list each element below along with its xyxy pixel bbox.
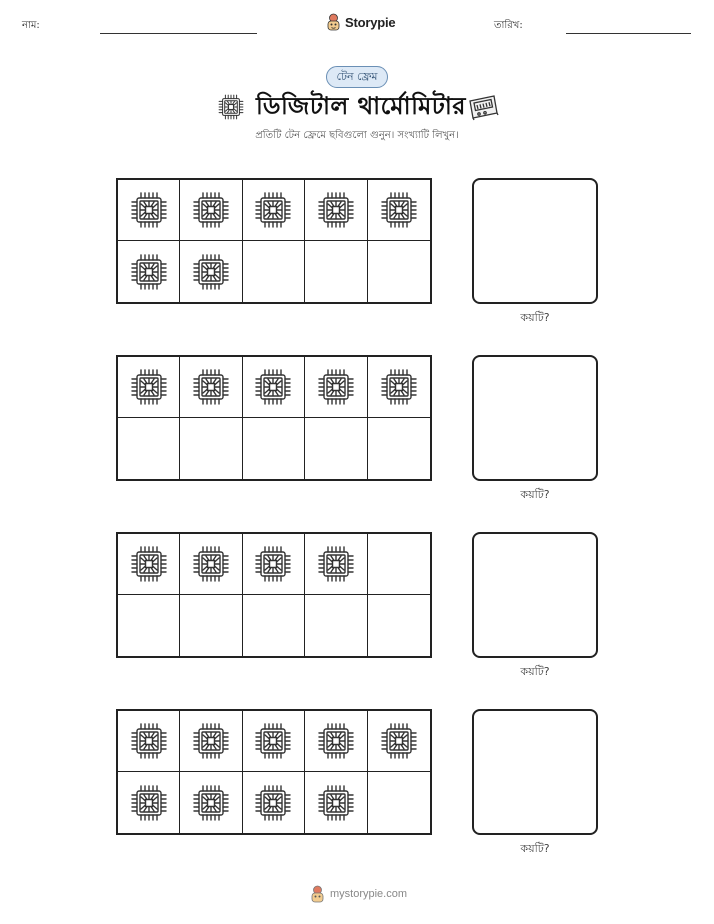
microchip-icon: [191, 783, 231, 823]
ten-frame-cell: [243, 418, 305, 479]
ten-frame-cell: [243, 595, 305, 656]
answer-box[interactable]: [472, 355, 598, 481]
ten-frame-cell: [118, 418, 180, 479]
ten-frame-cell: [118, 180, 180, 241]
microchip-icon: [191, 367, 231, 407]
ten-frame-cell: [305, 418, 367, 479]
ten-frame: [116, 355, 432, 481]
ten-frame-cell: [180, 772, 242, 833]
name-label: নাম:: [22, 20, 40, 31]
microchip-icon: [191, 721, 231, 761]
ten-frame-cell: [180, 418, 242, 479]
microchip-icon: [253, 190, 293, 230]
microchip-icon: [129, 367, 169, 407]
ten-frame-cell: [305, 534, 367, 595]
microchip-icon: [316, 544, 356, 584]
ten-frame-cell: [243, 711, 305, 772]
ten-frame-cell: [180, 534, 242, 595]
footer-url: mystorypie.com: [330, 888, 408, 900]
ten-frame-cell: [180, 241, 242, 302]
microchip-icon: [253, 721, 293, 761]
microchip-icon: [379, 190, 419, 230]
microchip-icon: [129, 721, 169, 761]
answer-box[interactable]: [472, 709, 598, 835]
ten-frame: [116, 532, 432, 658]
ten-frame-cell: [118, 595, 180, 656]
microchip-icon: [253, 783, 293, 823]
ten-frame-cell: [118, 357, 180, 418]
microchip-icon: [316, 367, 356, 407]
answer-question: কয়টি?: [520, 488, 550, 501]
ten-frame-cell: [368, 595, 430, 656]
ten-frame-cell: [118, 241, 180, 302]
answer-question: কয়টি?: [520, 311, 550, 324]
name-line[interactable]: [100, 33, 257, 34]
microchip-icon: [129, 544, 169, 584]
ten-frame-cell: [180, 711, 242, 772]
microchip-icon: [253, 367, 293, 407]
microchip-icon: [217, 93, 245, 121]
ten-frame-cell: [305, 595, 367, 656]
ten-frame-cell: [368, 357, 430, 418]
microchip-icon: [129, 252, 169, 292]
instructions: প্রতিটি টেন ফ্রেমে ছবিগুলো গুনুন। সংখ্যাটি লিখুন।: [255, 130, 459, 141]
microchip-icon: [191, 252, 231, 292]
ten-frame-cell: [305, 357, 367, 418]
digital-thermometer-icon: [466, 91, 500, 121]
worksheet-title: ডিজিটাল থার্মোমিটার: [256, 92, 467, 120]
storypie-mascot-icon: [310, 885, 325, 903]
ten-frame-cell: [243, 534, 305, 595]
answer-box[interactable]: [472, 178, 598, 304]
microchip-icon: [191, 190, 231, 230]
ten-frame-cell: [180, 357, 242, 418]
microchip-icon: [316, 721, 356, 761]
date-line[interactable]: [566, 33, 691, 34]
microchip-icon: [379, 721, 419, 761]
answer-box[interactable]: [472, 532, 598, 658]
ten-frame-cell: [118, 772, 180, 833]
ten-frame-cell: [243, 357, 305, 418]
ten-frame-cell: [243, 241, 305, 302]
date-label: তারিখ:: [494, 20, 523, 31]
ten-frame-cell: [305, 180, 367, 241]
answer-question: কয়টি?: [520, 842, 550, 855]
answer-question: কয়টি?: [520, 665, 550, 678]
ten-frame-cell: [180, 180, 242, 241]
ten-frame-cell: [368, 711, 430, 772]
ten-frame-cell: [305, 241, 367, 302]
microchip-icon: [316, 783, 356, 823]
ten-frame-cell: [305, 711, 367, 772]
topic-badge: টেন ফ্রেম: [326, 66, 387, 88]
storypie-mascot-icon: [326, 13, 341, 31]
microchip-icon: [191, 544, 231, 584]
brand-logo: [326, 13, 395, 31]
ten-frame-cell: [368, 241, 430, 302]
microchip-icon: [253, 544, 293, 584]
ten-frame: [116, 178, 432, 304]
ten-frame-cell: [368, 180, 430, 241]
microchip-icon: [316, 190, 356, 230]
ten-frame: [116, 709, 432, 835]
ten-frame-cell: [180, 595, 242, 656]
ten-frame-cell: [118, 711, 180, 772]
footer: [310, 885, 407, 903]
ten-frame-cell: [305, 772, 367, 833]
brand-name: Storypie: [345, 14, 396, 30]
ten-frame-cell: [368, 534, 430, 595]
microchip-icon: [129, 190, 169, 230]
ten-frame-cell: [368, 418, 430, 479]
ten-frame-cell: [243, 180, 305, 241]
ten-frame-cell: [243, 772, 305, 833]
microchip-icon: [129, 783, 169, 823]
ten-frame-cell: [118, 534, 180, 595]
ten-frame-cell: [368, 772, 430, 833]
microchip-icon: [379, 367, 419, 407]
